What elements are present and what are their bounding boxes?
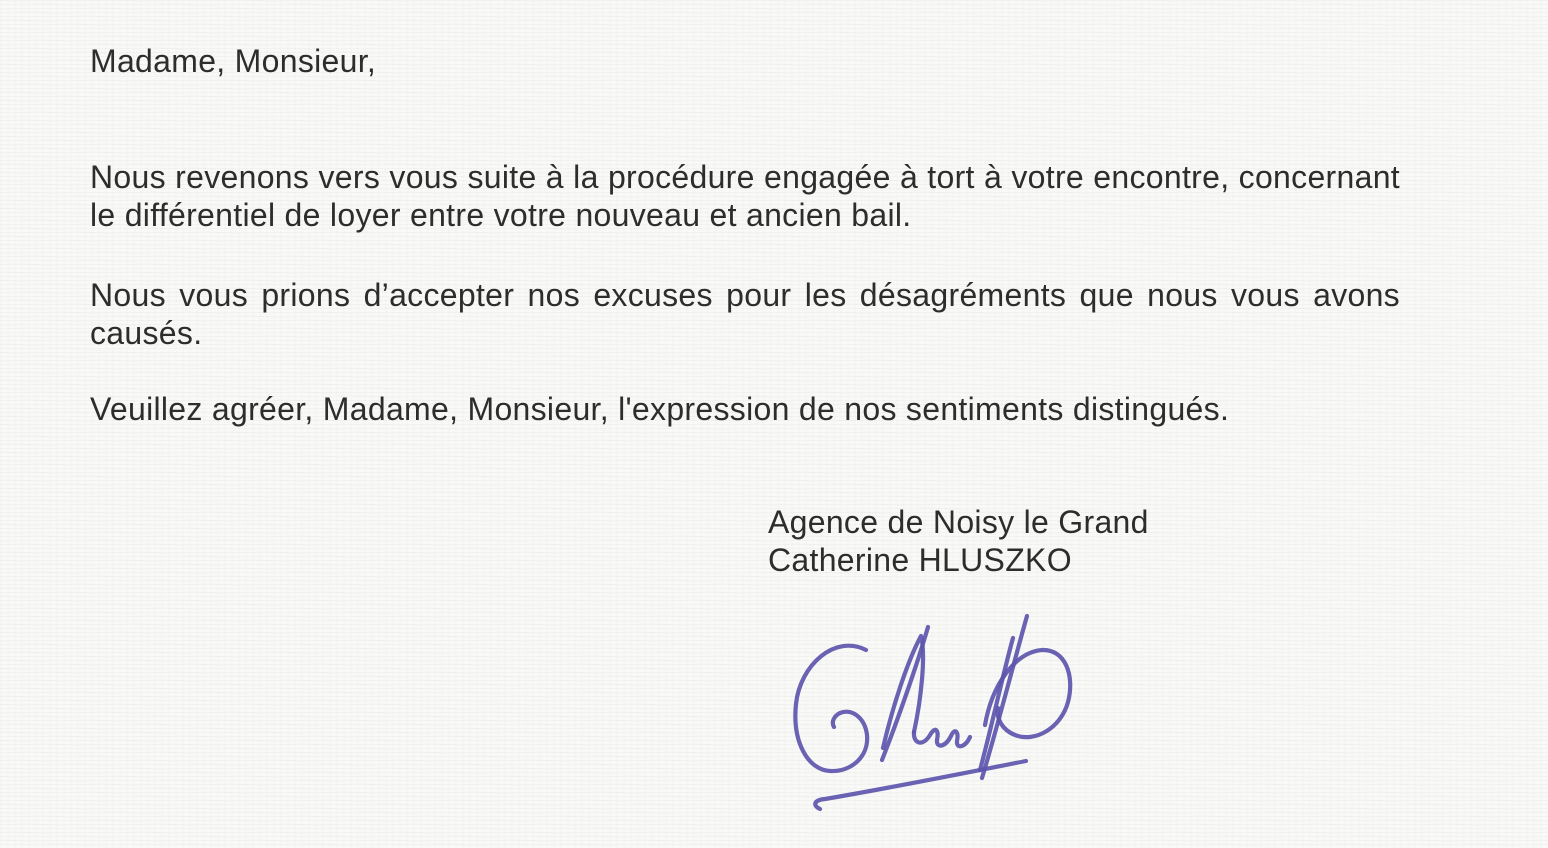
signature-stroke-squiggle: [914, 730, 970, 746]
signature-stroke-diagonal-2: [980, 638, 1013, 770]
signature-agency-line: Agence de Noisy le Grand: [768, 504, 1149, 540]
signature-stroke-c-loop: [795, 646, 867, 771]
letter-paragraph-2: Nous vous prions d’accepter nos excuses pour les désagréments que nous vous avons causés.: [90, 277, 1400, 351]
letter-salutation: Madame, Monsieur,: [90, 43, 377, 79]
signature-stroke-diagonal-1: [982, 616, 1027, 778]
signature-stroke-h-up: [883, 636, 923, 748]
letter-paragraph-1: Nous revenons vers vous suite à la procédure engagée à tort à votre encontre, concernant le différentiel de loyer entre votre nouveau et ancien bail.: [90, 159, 1400, 233]
signature-block: [768, 503, 1149, 579]
letter-paragraph-3: Veuillez agréer, Madame, Monsieur, l'expression de nos sentiments distingués.: [90, 391, 1230, 427]
signature-name-line: Catherine HLUSZKO: [768, 542, 1072, 578]
handwritten-signature: [780, 610, 1100, 820]
